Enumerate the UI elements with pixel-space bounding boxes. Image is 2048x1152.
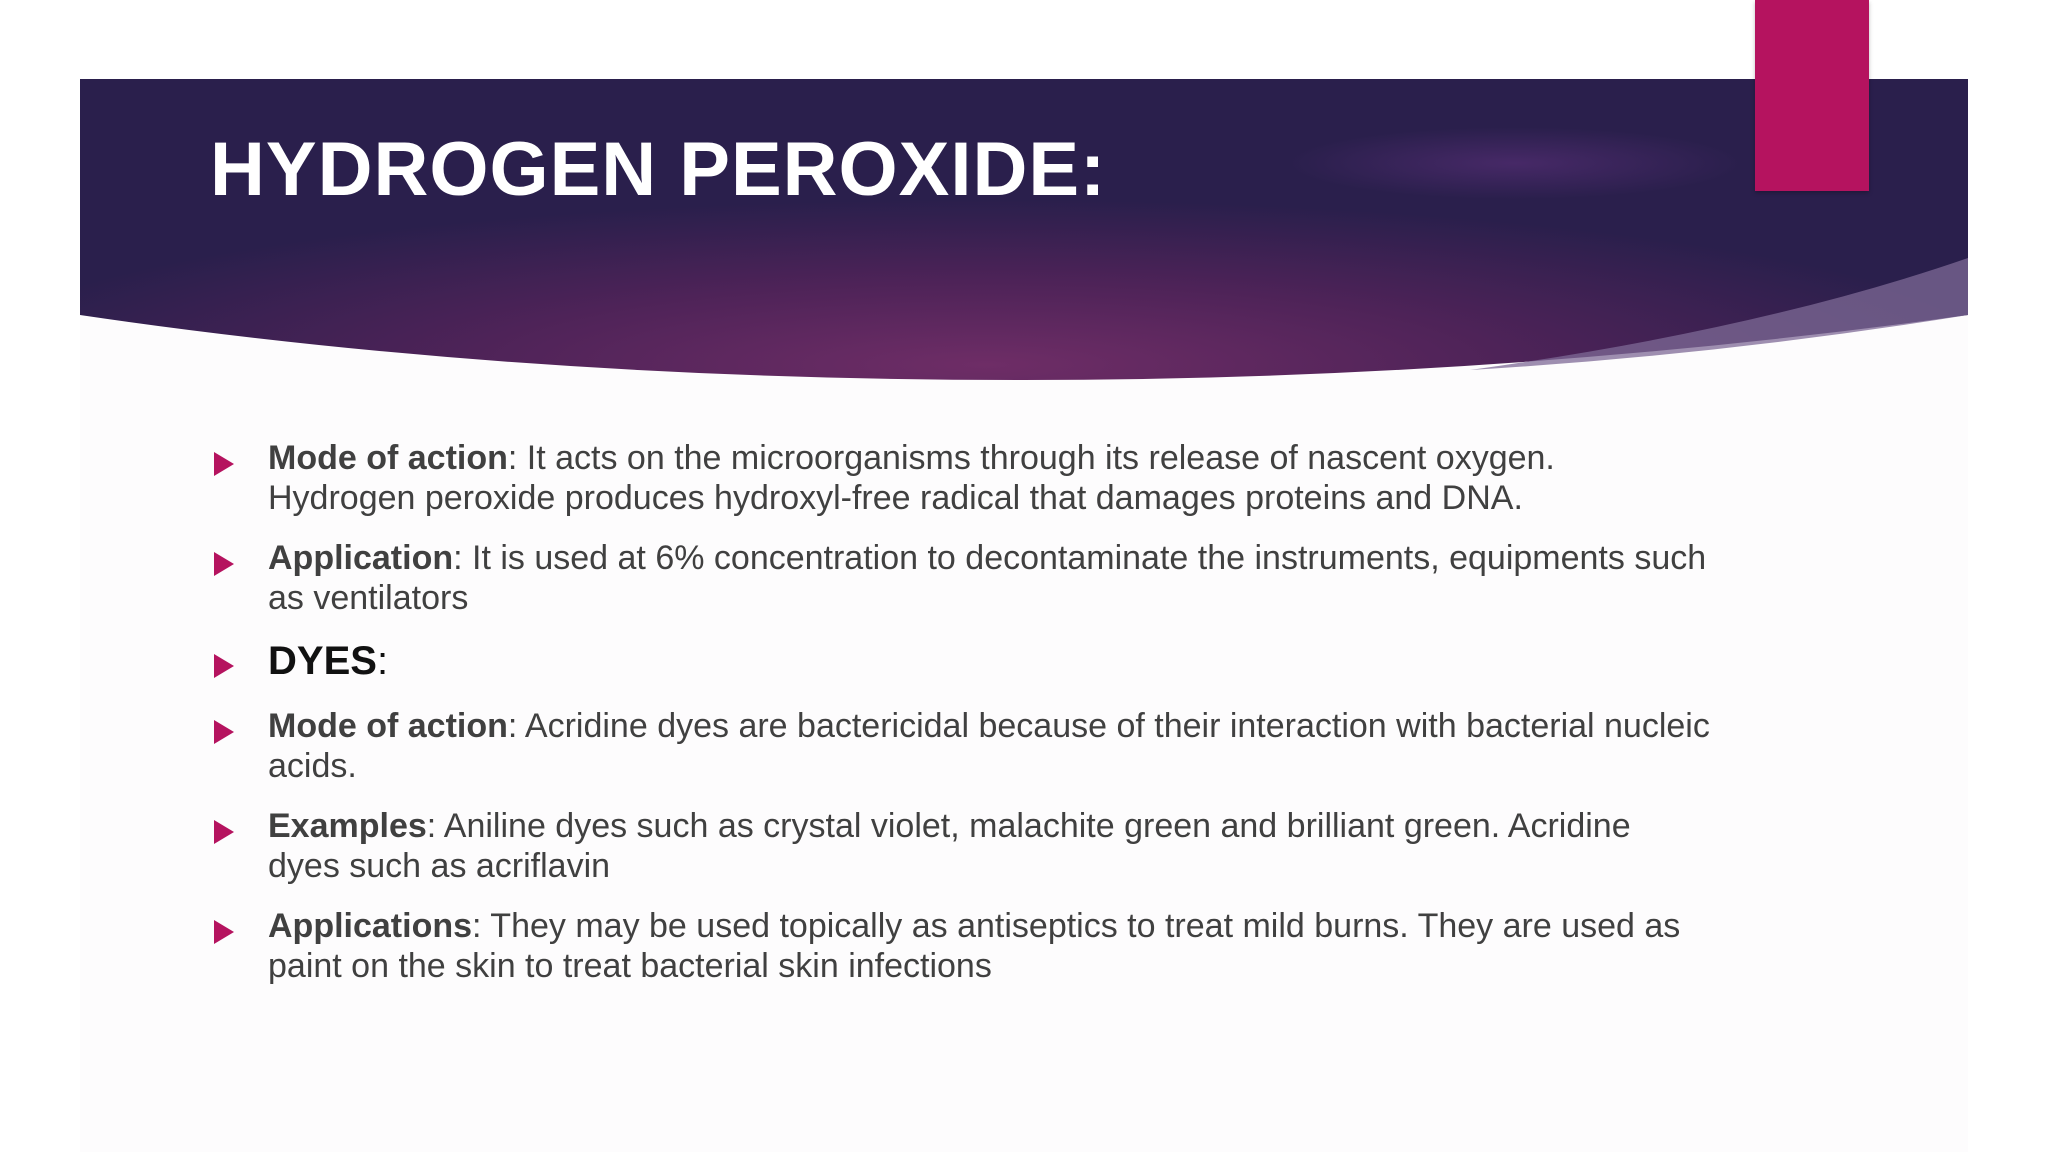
bullet-text: : It is used at 6% concentration to decontaminate the instruments, equipments such as ventilators	[268, 539, 1707, 617]
triangle-bullet-icon	[214, 452, 234, 476]
bullet-item	[210, 906, 1710, 986]
bullet-term: Application	[268, 539, 454, 577]
slide-title: HYDROGEN PEROXIDE:	[210, 127, 1107, 212]
bullet-item	[210, 806, 1710, 886]
bullet-text: : Acridine dyes are bactericidal because of their interaction with bacterial nucleic acids.	[268, 707, 1710, 785]
bullet-text: : It acts on the microorganisms through its release of nascent oxygen. Hydrogen peroxide produces hydroxyl-free radical that damages proteins and DNA.	[268, 439, 1555, 517]
bullet-term: Applications	[268, 907, 473, 945]
bullet-item	[210, 538, 1710, 618]
accent-tab	[1755, 0, 1869, 191]
bullet-item	[210, 706, 1710, 786]
triangle-bullet-icon	[214, 654, 234, 678]
bullet-term: Mode of action	[268, 439, 508, 477]
bullet-item	[210, 438, 1710, 518]
triangle-bullet-icon	[214, 552, 234, 576]
bullet-term: Mode of action	[268, 707, 508, 745]
bullet-text: : Aniline dyes such as crystal violet, malachite green and brilliant green. Acridine dyes such as acriflavin	[268, 807, 1631, 885]
bullet-text: : They may be used topically as antiseptics to treat mild burns. They are used as paint on the skin to treat bacterial skin infections	[268, 907, 1681, 985]
triangle-bullet-icon	[214, 720, 234, 744]
triangle-bullet-icon	[214, 820, 234, 844]
bullet-list	[210, 438, 1710, 1006]
bullet-term: Examples	[268, 807, 427, 845]
triangle-bullet-icon	[214, 920, 234, 944]
section-heading-item	[210, 638, 1710, 684]
section-heading-colon: :	[376, 639, 389, 683]
section-heading: DYES	[268, 639, 377, 683]
